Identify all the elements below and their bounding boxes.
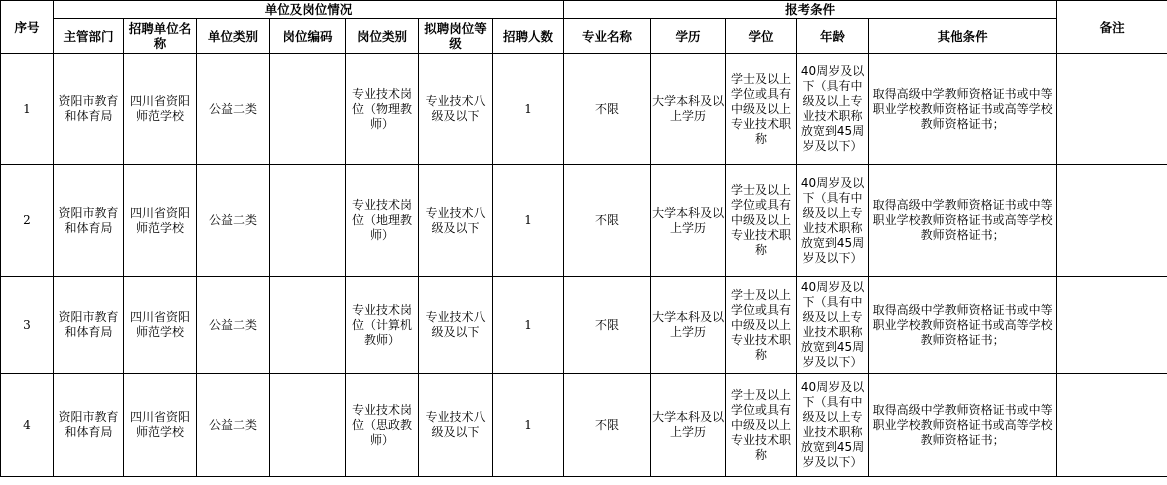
cell-unit-type: 公益二类 bbox=[197, 374, 270, 477]
header-post-code: 岗位编码 bbox=[270, 19, 346, 54]
cell-post-type: 专业技术岗位（地理教师） bbox=[346, 165, 419, 277]
header-post-level: 拟聘岗位等级 bbox=[419, 19, 493, 54]
header-degree: 学位 bbox=[726, 19, 797, 54]
cell-unit-name: 四川省资阳师范学校 bbox=[124, 277, 197, 374]
cell-seq: 3 bbox=[1, 277, 54, 374]
cell-seq: 1 bbox=[1, 54, 54, 165]
cell-unit-name: 四川省资阳师范学校 bbox=[124, 374, 197, 477]
cell-major: 不限 bbox=[564, 277, 651, 374]
cell-seq: 4 bbox=[1, 374, 54, 477]
cell-post-code bbox=[270, 374, 346, 477]
cell-dept: 资阳市教育和体育局 bbox=[54, 277, 124, 374]
cell-other: 取得高级中学教师资格证书或中等职业学校教师资格证书或高等学校教师资格证书； bbox=[869, 374, 1057, 477]
header-other: 其他条件 bbox=[869, 19, 1057, 54]
cell-post-level: 专业技术八级及以下 bbox=[419, 277, 493, 374]
table-row bbox=[1, 165, 1167, 277]
table-row bbox=[1, 277, 1167, 374]
cell-count: 1 bbox=[493, 374, 564, 477]
cell-unit-type: 公益二类 bbox=[197, 277, 270, 374]
cell-count: 1 bbox=[493, 54, 564, 165]
header-count: 招聘人数 bbox=[493, 19, 564, 54]
cell-age: 40周岁及以下（具有中级及以上专业技术职称放宽到45周岁及以下） bbox=[797, 374, 869, 477]
cell-degree: 学士及以上学位或具有中级及以上专业技术职称 bbox=[726, 165, 797, 277]
cell-dept: 资阳市教育和体育局 bbox=[54, 374, 124, 477]
cell-remark bbox=[1057, 54, 1167, 165]
header-unit-type: 单位类别 bbox=[197, 19, 270, 54]
cell-count: 1 bbox=[493, 165, 564, 277]
table-row bbox=[1, 374, 1167, 477]
cell-age: 40周岁及以下（具有中级及以上专业技术职称放宽到45周岁及以下） bbox=[797, 277, 869, 374]
header-post-type: 岗位类别 bbox=[346, 19, 419, 54]
header-dept: 主管部门 bbox=[54, 19, 124, 54]
cell-age: 40周岁及以下（具有中级及以上专业技术职称放宽到45周岁及以下） bbox=[797, 54, 869, 165]
header-seq: 序号 bbox=[1, 1, 54, 54]
cell-post-level: 专业技术八级及以下 bbox=[419, 165, 493, 277]
cell-degree: 学士及以上学位或具有中级及以上专业技术职称 bbox=[726, 277, 797, 374]
cell-unit-name: 四川省资阳师范学校 bbox=[124, 165, 197, 277]
header-age: 年龄 bbox=[797, 19, 869, 54]
cell-degree: 学士及以上学位或具有中级及以上专业技术职称 bbox=[726, 54, 797, 165]
cell-remark bbox=[1057, 277, 1167, 374]
cell-post-code bbox=[270, 277, 346, 374]
cell-dept: 资阳市教育和体育局 bbox=[54, 54, 124, 165]
cell-other: 取得高级中学教师资格证书或中等职业学校教师资格证书或高等学校教师资格证书； bbox=[869, 54, 1057, 165]
cell-post-level: 专业技术八级及以下 bbox=[419, 374, 493, 477]
header-remark: 备注 bbox=[1057, 1, 1167, 54]
header-education: 学历 bbox=[651, 19, 726, 54]
cell-education: 大学本科及以上学历 bbox=[651, 54, 726, 165]
cell-education: 大学本科及以上学历 bbox=[651, 165, 726, 277]
cell-post-type: 专业技术岗位（物理教师） bbox=[346, 54, 419, 165]
cell-other: 取得高级中学教师资格证书或中等职业学校教师资格证书或高等学校教师资格证书； bbox=[869, 277, 1057, 374]
header-unit-name: 招聘单位名称 bbox=[124, 19, 197, 54]
cell-post-type: 专业技术岗位（计算机教师） bbox=[346, 277, 419, 374]
header-group-requirements: 报考条件 bbox=[564, 1, 1057, 19]
cell-post-code bbox=[270, 165, 346, 277]
cell-major: 不限 bbox=[564, 165, 651, 277]
cell-dept: 资阳市教育和体育局 bbox=[54, 165, 124, 277]
header-major: 专业名称 bbox=[564, 19, 651, 54]
cell-post-type: 专业技术岗位（思政教师） bbox=[346, 374, 419, 477]
table-row bbox=[1, 54, 1167, 165]
cell-age: 40周岁及以下（具有中级及以上专业技术职称放宽到45周岁及以下） bbox=[797, 165, 869, 277]
cell-post-code bbox=[270, 54, 346, 165]
header-row-columns bbox=[1, 19, 1167, 54]
cell-other: 取得高级中学教师资格证书或中等职业学校教师资格证书或高等学校教师资格证书； bbox=[869, 165, 1057, 277]
cell-post-level: 专业技术八级及以下 bbox=[419, 54, 493, 165]
cell-major: 不限 bbox=[564, 374, 651, 477]
cell-remark bbox=[1057, 165, 1167, 277]
cell-degree: 学士及以上学位或具有中级及以上专业技术职称 bbox=[726, 374, 797, 477]
cell-seq: 2 bbox=[1, 165, 54, 277]
cell-education: 大学本科及以上学历 bbox=[651, 277, 726, 374]
cell-count: 1 bbox=[493, 277, 564, 374]
cell-unit-type: 公益二类 bbox=[197, 165, 270, 277]
header-group-unit: 单位及岗位情况 bbox=[54, 1, 564, 19]
cell-unit-name: 四川省资阳师范学校 bbox=[124, 54, 197, 165]
cell-remark bbox=[1057, 374, 1167, 477]
cell-unit-type: 公益二类 bbox=[197, 54, 270, 165]
cell-education: 大学本科及以上学历 bbox=[651, 374, 726, 477]
header-row-group bbox=[1, 1, 1167, 19]
cell-major: 不限 bbox=[564, 54, 651, 165]
